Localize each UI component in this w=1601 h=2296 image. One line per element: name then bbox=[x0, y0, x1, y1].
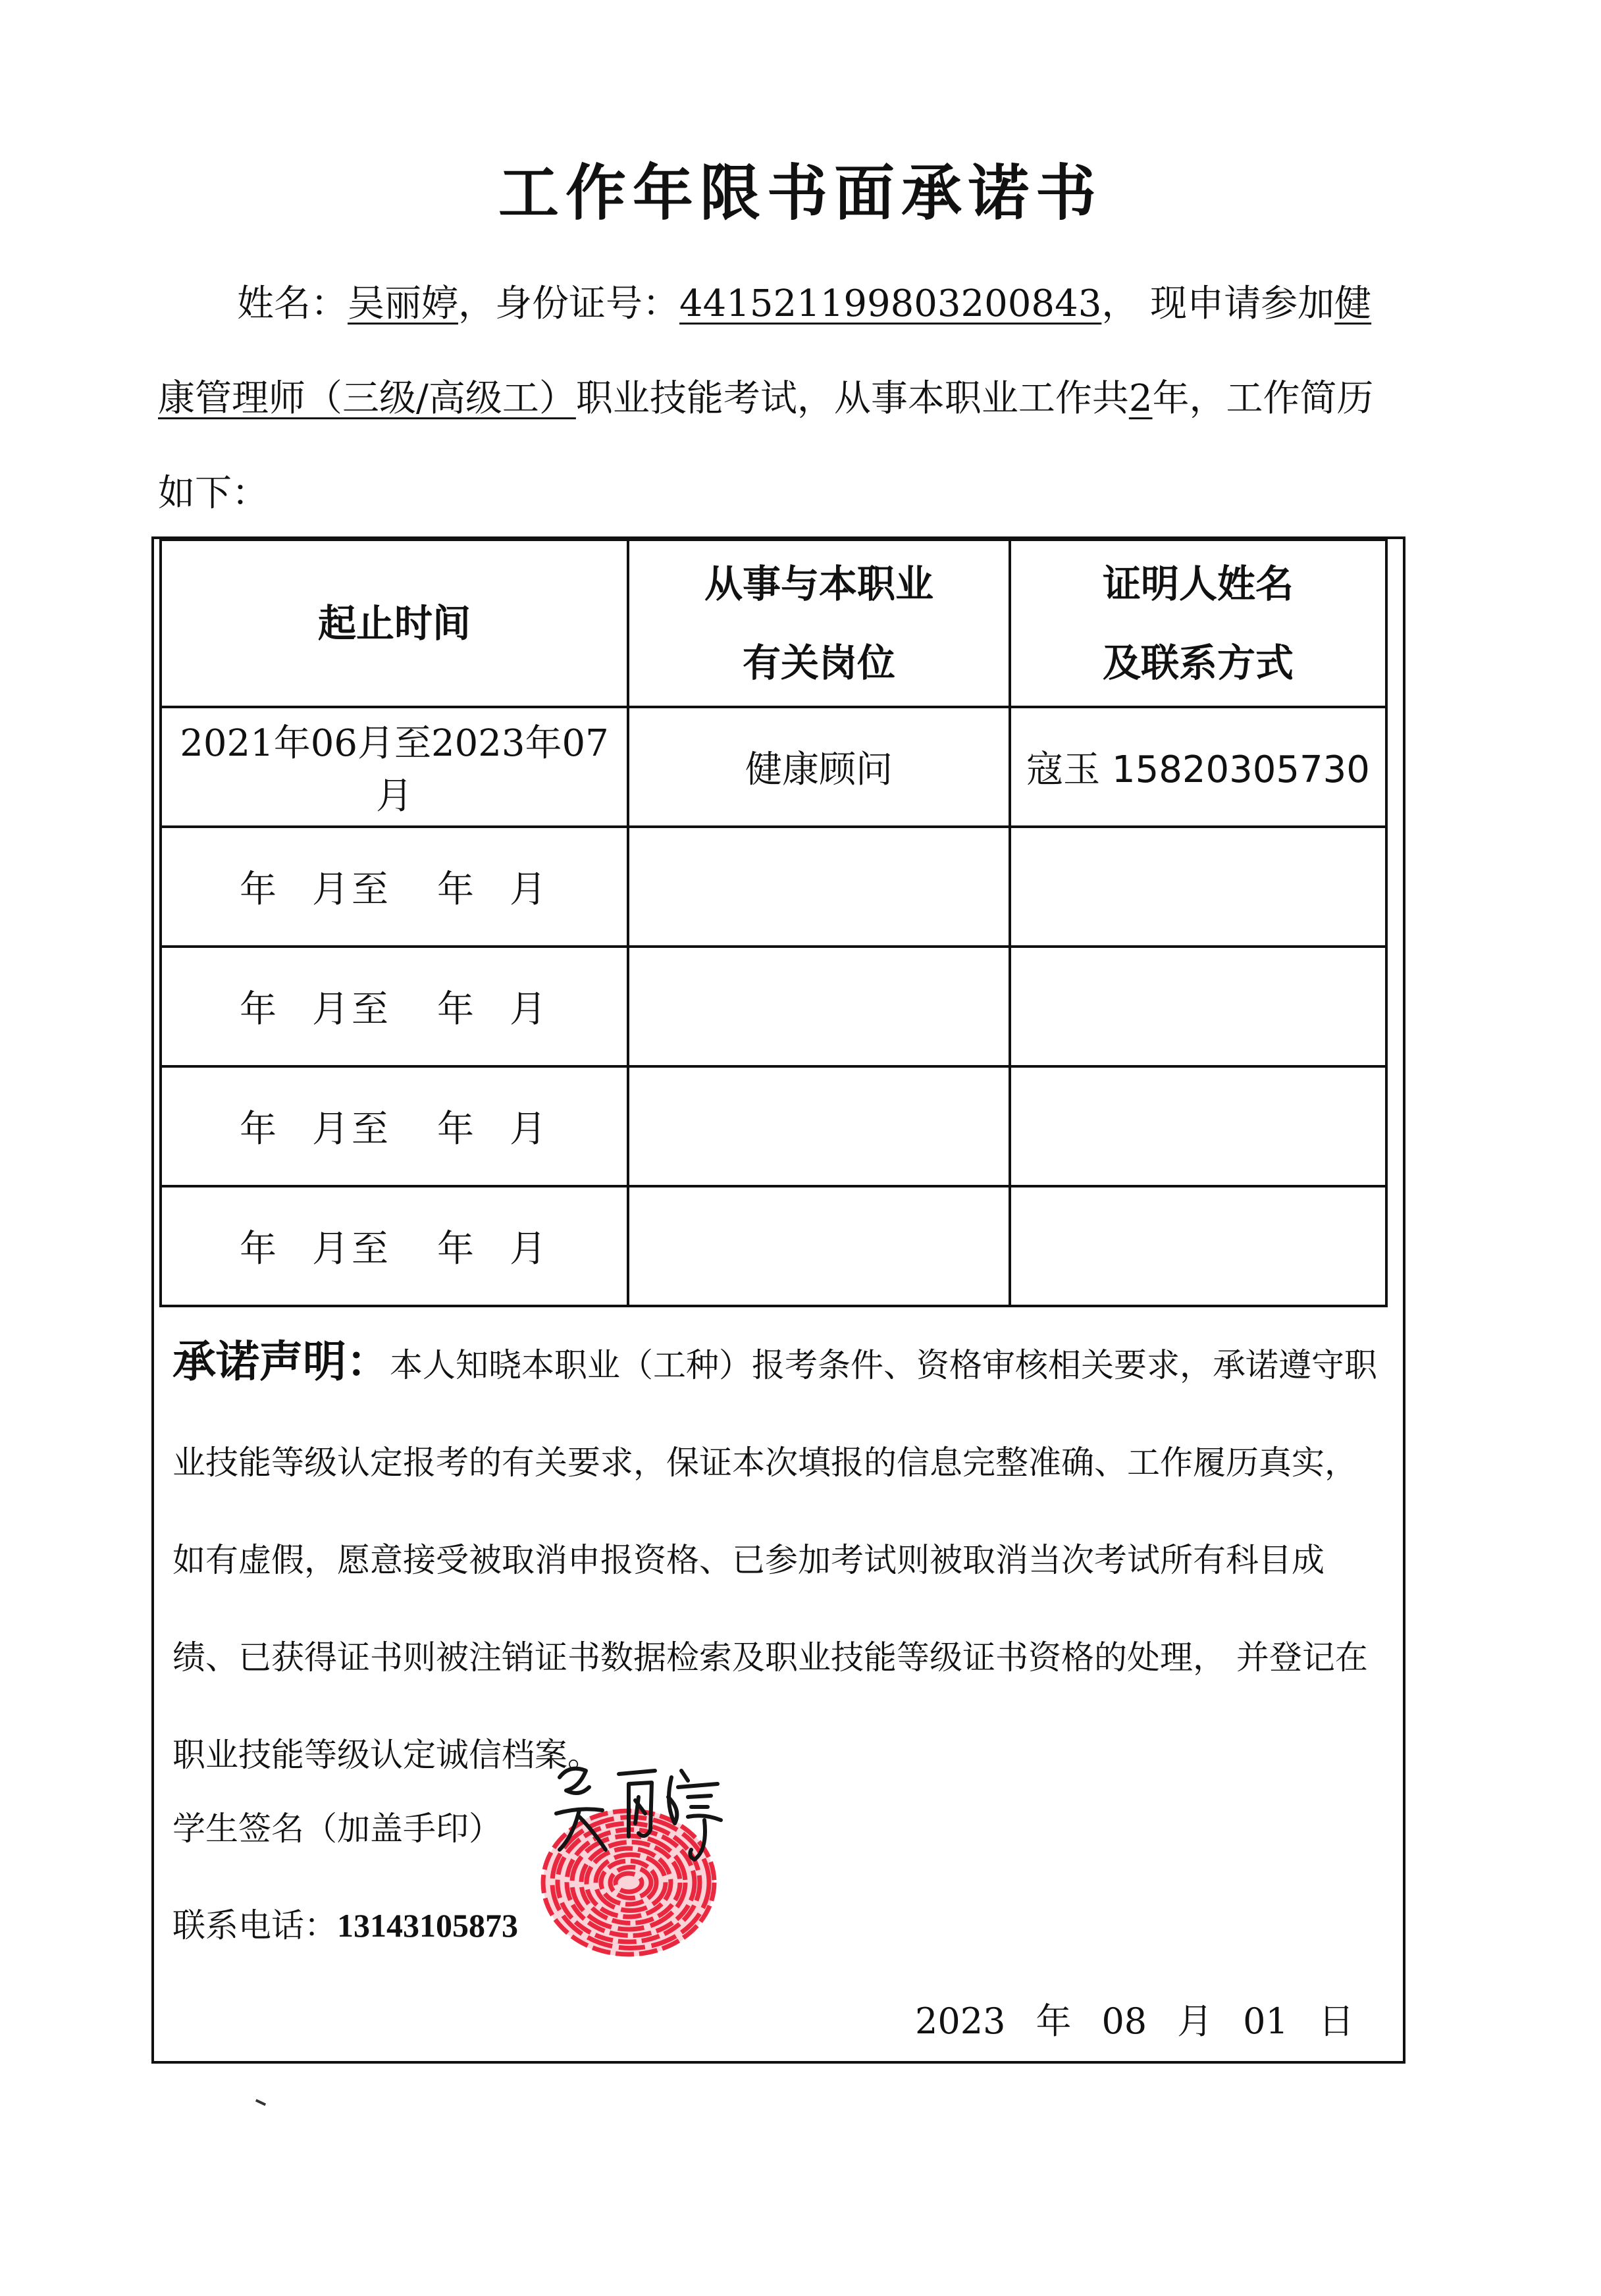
declaration-lead: 承诺声明： bbox=[172, 1336, 390, 1387]
year-unit: 年 bbox=[240, 1228, 279, 1270]
position-cell bbox=[628, 947, 1010, 1066]
date-year-unit: 年 bbox=[1036, 2000, 1072, 2042]
phone-number: 13143105873 bbox=[337, 1907, 518, 1944]
header-position-line1: 从事与本职业 bbox=[704, 561, 933, 606]
signature-label: 学生签名（加盖手印） bbox=[172, 1810, 502, 1848]
signature-date bbox=[915, 1993, 1354, 2044]
table-row bbox=[161, 947, 1386, 1066]
document-title: 工作年限书面承诺书 bbox=[498, 158, 1103, 228]
table-row bbox=[161, 827, 1386, 947]
year-unit: 年 bbox=[437, 868, 477, 911]
period-cell: 2021年06月至2023年07月 bbox=[161, 707, 628, 827]
reference-cell: 寇玉 15820305730 bbox=[1010, 707, 1386, 827]
declaration-paragraph bbox=[172, 1313, 1385, 1804]
month-unit: 月 bbox=[510, 988, 549, 1031]
period-cell bbox=[161, 947, 628, 1066]
year-unit: 年 bbox=[437, 1108, 477, 1151]
exam-name: 健康管理师（三级/高级工） bbox=[158, 282, 1372, 420]
header-reference-line2: 及联系方式 bbox=[1102, 640, 1294, 685]
month-to: 月至 bbox=[312, 1108, 391, 1151]
period-cell bbox=[161, 1066, 628, 1186]
name-label: 姓名： bbox=[237, 282, 348, 325]
stray-mark bbox=[255, 2099, 266, 2106]
header-position-line2: 有关岗位 bbox=[742, 640, 895, 685]
id-number: 441521199803200843 bbox=[679, 282, 1102, 325]
reference-cell bbox=[1010, 1066, 1386, 1186]
month-to: 月至 bbox=[312, 1228, 391, 1270]
table-row bbox=[161, 1186, 1386, 1306]
period-cell bbox=[161, 827, 628, 947]
table-row bbox=[161, 707, 1386, 827]
year-unit: 年 bbox=[437, 1228, 477, 1270]
header-reference bbox=[1010, 540, 1386, 707]
month-unit: 月 bbox=[510, 1228, 549, 1270]
years-value: 2 bbox=[1128, 377, 1153, 420]
position-cell: 健康顾问 bbox=[628, 707, 1010, 827]
year-unit: 年 bbox=[240, 988, 279, 1031]
date-day: 01 bbox=[1243, 2000, 1288, 2042]
header-reference-line1: 证明人姓名 bbox=[1102, 561, 1294, 606]
header-position bbox=[628, 540, 1010, 707]
position-cell bbox=[628, 827, 1010, 947]
year-unit: 年 bbox=[240, 1108, 279, 1151]
phone-label: 联系电话： bbox=[172, 1906, 337, 1944]
month-unit: 月 bbox=[510, 868, 549, 911]
applicant-name: 吴丽婷 bbox=[348, 282, 458, 325]
date-year: 2023 bbox=[915, 2000, 1006, 2042]
table-header-row bbox=[161, 540, 1386, 707]
declaration-text: 本人知晓本职业（工种）报考条件、资格审核相关要求，承诺遵守职业技能等级认定报考的有关要求，保证本次填报的信息完整准确、工作履历真实，如有虚假，愿意接受被取消申报资格、已参加考试则被取消当次考试所有科目成绩、已获得证书则被注销证书数据检索及职业技能等级证书资格的处理， 并登记在职业技能等级认定诚信档案。 bbox=[172, 1346, 1377, 1774]
work-history-table bbox=[159, 538, 1388, 1307]
apply-text: ， 现申请参加 bbox=[1101, 282, 1335, 325]
id-label: ，身份证号： bbox=[458, 282, 679, 325]
date-month-unit: 月 bbox=[1177, 2000, 1213, 2042]
reference-cell bbox=[1010, 827, 1386, 947]
month-to: 月至 bbox=[312, 868, 391, 911]
date-day-unit: 日 bbox=[1318, 2000, 1354, 2042]
reference-cell bbox=[1010, 947, 1386, 1066]
header-period: 起止时间 bbox=[161, 540, 628, 707]
exam-suffix: 职业技能考试，从事本职业工作共 bbox=[575, 377, 1129, 420]
handwritten-signature bbox=[540, 1751, 737, 1883]
table-row bbox=[161, 1066, 1386, 1186]
month-unit: 月 bbox=[510, 1108, 549, 1151]
phone-line bbox=[172, 1899, 518, 1946]
year-unit: 年 bbox=[437, 988, 477, 1031]
year-unit: 年 bbox=[240, 868, 279, 911]
date-month: 08 bbox=[1101, 2000, 1147, 2042]
month-to: 月至 bbox=[312, 988, 391, 1031]
position-cell bbox=[628, 1186, 1010, 1306]
position-cell bbox=[628, 1066, 1010, 1186]
intro-paragraph bbox=[158, 257, 1382, 541]
years-suffix: 年，工作简历如下： bbox=[158, 377, 1374, 515]
reference-cell bbox=[1010, 1186, 1386, 1306]
period-cell bbox=[161, 1186, 628, 1306]
